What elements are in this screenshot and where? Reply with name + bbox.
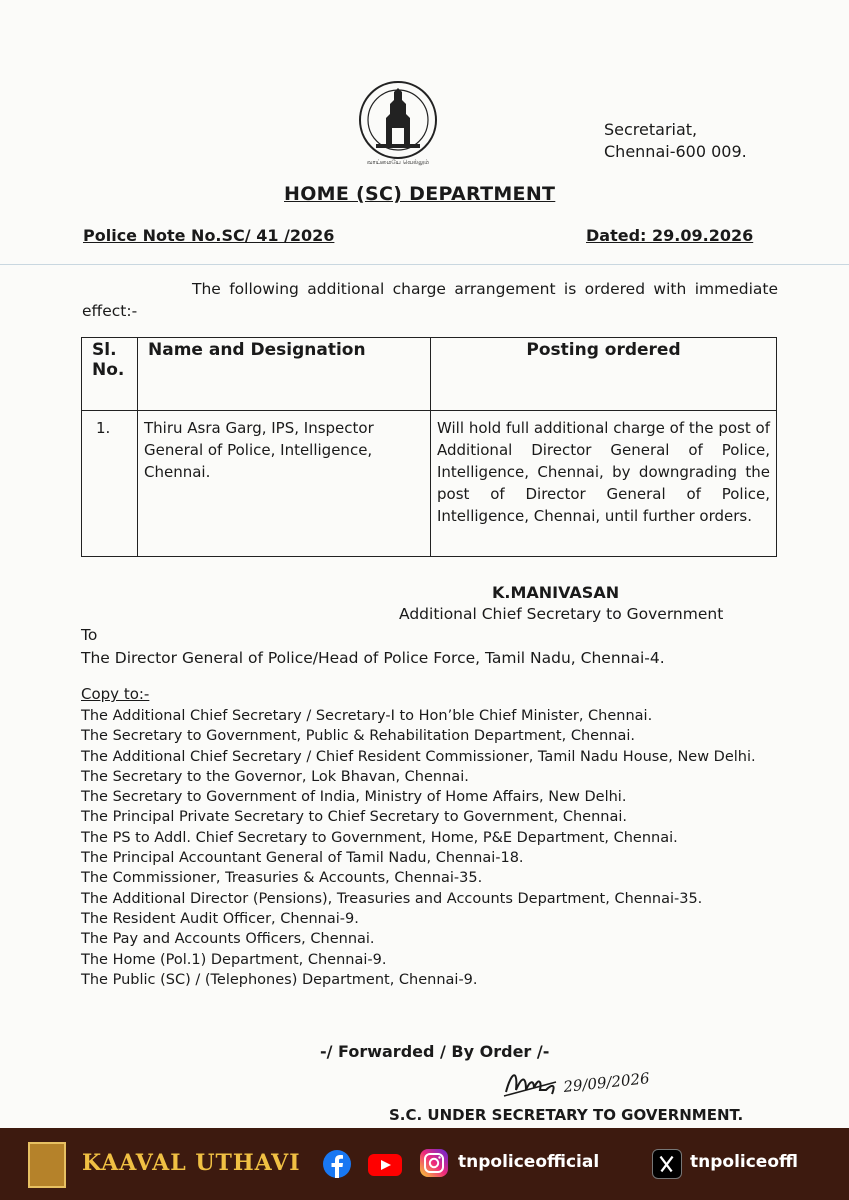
under-secretary-designation: S.C. UNDER SECRETARY TO GOVERNMENT. <box>389 1106 744 1124</box>
column-header-sl-no: Sl. No. <box>82 338 138 411</box>
secretariat-address <box>604 119 804 163</box>
list-item: The Public (SC) / (Telephones) Department, Chennai-9. <box>81 971 478 988</box>
column-header-posting: Posting ordered <box>431 338 777 411</box>
copy-to-label: Copy to:- <box>81 685 150 703</box>
list-item: The Principal Private Secretary to Chief Secretary to Government, Chennai. <box>81 809 627 826</box>
note-date: Dated: 29.09.2026 <box>586 226 754 245</box>
row-posting-ordered: Will hold full additional charge of the post of Additional Director General of Police, Intelligence, Chennai, by downgrading the post of Director General of Police, Intelligence, Chennai, until further orders. <box>431 411 777 557</box>
row-name-designation: Thiru Asra Garg, IPS, Inspector General of Police, Intelligence, Chennai. <box>138 411 431 557</box>
list-item: The Secretary to Government of India, Ministry of Home Affairs, New Delhi. <box>81 789 627 806</box>
youtube-icon[interactable] <box>368 1154 402 1176</box>
row-sl-no: 1. <box>82 411 138 557</box>
secretariat-line: Secretariat, <box>604 120 698 139</box>
intro-paragraph: The following additional charge arrangement is ordered with immediate effect:- <box>82 280 778 320</box>
handwritten-signature <box>500 1062 670 1102</box>
police-note-number: Police Note No.SC/ 41 /2026 <box>83 226 335 245</box>
department-title: HOME (SC) DEPARTMENT <box>284 183 556 205</box>
list-item: The Additional Director (Pensions), Treasuries and Accounts Department, Chennai-35. <box>81 890 703 907</box>
signatory-designation: Additional Chief Secretary to Government <box>399 605 724 623</box>
signatory-name: K.MANIVASAN <box>492 583 620 602</box>
forwarded-by-order: -/ Forwarded / By Order /- <box>320 1042 550 1061</box>
svg-text:வாய்மையே வெல்லும்: வாய்மையே வெல்லும் <box>366 159 430 166</box>
to-label: To <box>81 626 98 644</box>
facebook-icon[interactable] <box>323 1150 351 1178</box>
list-item: The Additional Chief Secretary / Secretary-I to Hon’ble Chief Minister, Chennai. <box>81 708 653 724</box>
list-item: The Commissioner, Treasuries & Accounts, Chennai-35. <box>81 870 483 887</box>
secretariat-city: Chennai-600 009. <box>604 142 747 161</box>
x-icon[interactable] <box>652 1149 682 1179</box>
brand-name: KAAVAL UTHAVI <box>82 1150 301 1176</box>
instagram-handle[interactable]: tnpoliceofficial <box>458 1152 600 1172</box>
divider <box>0 264 849 265</box>
tamil-nadu-emblem <box>346 78 450 168</box>
instagram-icon[interactable] <box>420 1149 448 1177</box>
list-item: The Principal Accountant General of Tamil Nadu, Chennai-18. <box>81 850 524 867</box>
table-header-row <box>82 338 777 411</box>
list-item: The Resident Audit Officer, Chennai-9. <box>81 910 359 927</box>
list-item: The Additional Chief Secretary / Chief Resident Commissioner, Tamil Nadu House, New Delhi. <box>81 748 756 765</box>
list-item: The Secretary to Government, Public & Rehabilitation Department, Chennai. <box>81 728 635 745</box>
table-row <box>82 411 777 557</box>
copy-to-list <box>81 706 801 990</box>
police-badge-icon <box>28 1142 66 1188</box>
x-handle[interactable]: tnpoliceoffl <box>690 1152 798 1172</box>
list-item: The Pay and Accounts Officers, Chennai. <box>81 931 375 948</box>
list-item: The Secretary to the Governor, Lok Bhavan, Chennai. <box>81 768 469 785</box>
list-item: The PS to Addl. Chief Secretary to Government, Home, P&E Department, Chennai. <box>81 829 678 846</box>
column-header-name: Name and Designation <box>138 338 431 411</box>
list-item: The Home (Pol.1) Department, Chennai-9. <box>81 951 387 968</box>
signature-date: 29/09/2026 <box>562 1069 651 1096</box>
posting-order-table <box>81 337 777 557</box>
to-address: The Director General of Police/Head of Police Force, Tamil Nadu, Chennai-4. <box>81 649 665 667</box>
